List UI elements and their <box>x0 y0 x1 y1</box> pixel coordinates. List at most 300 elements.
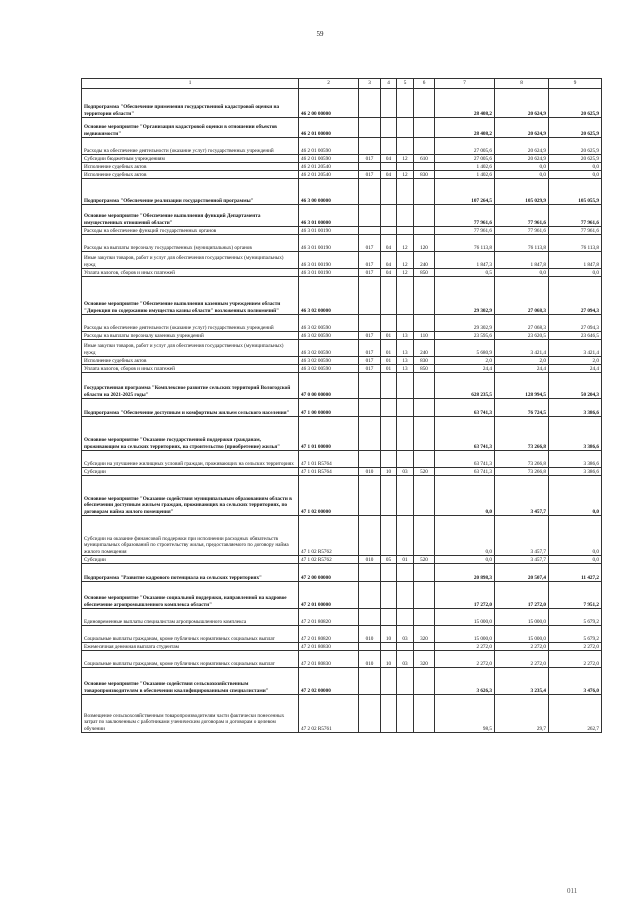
budget-code: 47 2 01 80820 <box>299 609 359 626</box>
amount-2023: 0,0 <box>435 556 495 564</box>
ministry-code: 010 <box>359 556 381 564</box>
ministry-code <box>359 476 381 516</box>
row-name: Исполнение судебных актов <box>82 163 299 171</box>
amount-2023: 76 113,8 <box>435 235 495 252</box>
amount-2023: 0,0 <box>435 516 495 556</box>
subsection-code <box>397 643 414 651</box>
amount-2024: 73 266,8 <box>495 451 549 468</box>
subsection-code: 01 <box>397 556 414 564</box>
expense-type-code <box>414 417 435 451</box>
subsection-code <box>397 476 414 516</box>
amount-2023: 29 302,9 <box>435 277 495 315</box>
subsection-code: 12 <box>397 235 414 252</box>
subsection-code <box>397 451 414 468</box>
section-code <box>381 205 397 227</box>
subsection-code <box>397 582 414 609</box>
amount-2023: 2,0 <box>435 357 495 365</box>
amount-2025: 1 847,8 <box>549 252 602 269</box>
section-code <box>381 695 397 733</box>
amount-2024: 15 000,0 <box>495 626 549 643</box>
table-row <box>82 417 602 451</box>
table-row <box>82 179 602 205</box>
amount-2023: 29 302,9 <box>435 315 495 332</box>
amount-2023: 63 741,3 <box>435 468 495 476</box>
expense-type-code: 240 <box>414 340 435 357</box>
ministry-code <box>359 643 381 651</box>
amount-2023: 2 272,0 <box>435 643 495 651</box>
amount-2025: 3 386,6 <box>549 451 602 468</box>
amount-2025: 7 951,2 <box>549 582 602 609</box>
table-row <box>82 340 602 357</box>
table-row <box>82 556 602 564</box>
header-row <box>82 79 602 89</box>
amount-2024: 73 266,8 <box>495 417 549 451</box>
amount-2024: 20 624,9 <box>495 155 549 163</box>
amount-2023: 63 741,3 <box>435 399 495 417</box>
subsection-code: 03 <box>397 626 414 643</box>
subsection-code <box>397 89 414 118</box>
table-row <box>82 155 602 163</box>
amount-2025: 0,0 <box>549 171 602 179</box>
header-cell: 9 <box>549 79 602 89</box>
subsection-code <box>397 118 414 138</box>
budget-code: 46 3 01 00190 <box>299 227 359 235</box>
subsection-code <box>397 277 414 315</box>
budget-code: 46 2 01 00590 <box>299 155 359 163</box>
row-name: Основное мероприятие "Обеспечение выполнения казенным учреждением области "Дирекция по содержанию имущества казны области" возложенных полномочий" <box>82 277 299 315</box>
amount-2023: 15 000,0 <box>435 626 495 643</box>
amount-2023: 63 741,3 <box>435 417 495 451</box>
section-code <box>381 399 397 417</box>
budget-code: 47 1 01 00000 <box>299 417 359 451</box>
ministry-code <box>359 417 381 451</box>
amount-2023: 1 847,3 <box>435 252 495 269</box>
expense-type-code: 110 <box>414 332 435 340</box>
row-name: Уплата налогов, сборов и иных платежей <box>82 269 299 277</box>
ministry-code: 017 <box>359 235 381 252</box>
expense-type-code <box>414 227 435 235</box>
amount-2024: 77 961,6 <box>495 227 549 235</box>
ministry-code: 017 <box>359 332 381 340</box>
ministry-code <box>359 315 381 332</box>
budget-code: 47 1 02 R5762 <box>299 556 359 564</box>
ministry-code <box>359 179 381 205</box>
table-row <box>82 564 602 582</box>
section-code <box>381 373 397 399</box>
budget-code: 46 3 02 00590 <box>299 365 359 373</box>
expense-type-code: 520 <box>414 556 435 564</box>
section-code <box>381 89 397 118</box>
expense-type-code <box>414 163 435 171</box>
amount-2023: 27 005,6 <box>435 155 495 163</box>
header-cell: 2 <box>299 79 359 89</box>
row-name: Основное мероприятие "Обеспечение выполнения функций Департамента имущественных отношений области" <box>82 205 299 227</box>
row-name: Подпрограмма "Обеспечение доступным и комфортным жильем сельского населения" <box>82 399 299 417</box>
section-code <box>381 582 397 609</box>
subsection-code <box>397 516 414 556</box>
corner-mark: 011 <box>567 887 578 895</box>
subsection-code: 03 <box>397 651 414 668</box>
amount-2023: 28 408,2 <box>435 89 495 118</box>
ministry-code: 010 <box>359 468 381 476</box>
table-row <box>82 269 602 277</box>
expense-type-code <box>414 451 435 468</box>
section-code <box>381 179 397 205</box>
expense-type-code <box>414 399 435 417</box>
row-name: Исполнение судебных актов <box>82 357 299 365</box>
expense-type-code: 830 <box>414 357 435 365</box>
table-row <box>82 516 602 556</box>
expense-type-code: 240 <box>414 252 435 269</box>
row-name: Расходы на выплаты персоналу государственных (муниципальных) органов <box>82 235 299 252</box>
row-name: Иные закупки товаров, работ и услуг для обеспечения государственных (муниципальных) нужд <box>82 252 299 269</box>
expense-type-code: 320 <box>414 651 435 668</box>
section-code <box>381 476 397 516</box>
amount-2024: 17 272,0 <box>495 582 549 609</box>
row-name: Основное мероприятие "Оказание содействия сельскохозяйственным товаропроизводителям в обеспечении квалифицированными специалистами" <box>82 668 299 695</box>
ministry-code <box>359 399 381 417</box>
budget-code: 47 1 02 R5762 <box>299 516 359 556</box>
subsection-code: 12 <box>397 155 414 163</box>
budget-code: 46 3 02 00590 <box>299 332 359 340</box>
budget-code: 46 3 01 00190 <box>299 252 359 269</box>
header-cell: 6 <box>414 79 435 89</box>
amount-2023: 3 626,3 <box>435 668 495 695</box>
budget-code: 46 3 02 00590 <box>299 315 359 332</box>
section-code: 01 <box>381 357 397 365</box>
amount-2025: 3 421,4 <box>549 340 602 357</box>
amount-2023: 5 680,9 <box>435 340 495 357</box>
amount-2023: 77 961,6 <box>435 227 495 235</box>
amount-2023: 17 272,0 <box>435 582 495 609</box>
amount-2024: 24,4 <box>495 365 549 373</box>
budget-code: 47 2 01 80820 <box>299 626 359 643</box>
budget-code: 47 2 01 00000 <box>299 582 359 609</box>
subsection-code <box>397 315 414 332</box>
row-name: Основное мероприятие "Организация кадастровой оценки в отношении объектов недвижимости" <box>82 118 299 138</box>
budget-code: 47 1 00 00000 <box>299 399 359 417</box>
header-cell: 4 <box>381 79 397 89</box>
budget-code: 46 2 01 20540 <box>299 171 359 179</box>
table-row <box>82 89 602 118</box>
budget-code: 46 3 00 00000 <box>299 179 359 205</box>
ministry-code <box>359 582 381 609</box>
section-code <box>381 668 397 695</box>
amount-2025: 3 386,6 <box>549 468 602 476</box>
table-row <box>82 609 602 626</box>
table-row <box>82 235 602 252</box>
amount-2023: 98,5 <box>435 695 495 733</box>
subsection-code: 12 <box>397 269 414 277</box>
table-row <box>82 476 602 516</box>
expense-type-code <box>414 277 435 315</box>
amount-2025: 11 427,2 <box>549 564 602 582</box>
amount-2023: 1 402,6 <box>435 171 495 179</box>
expense-type-code <box>414 516 435 556</box>
row-name: Субсидии <box>82 468 299 476</box>
amount-2024: 20 624,9 <box>495 89 549 118</box>
amount-2023: 28 408,2 <box>435 118 495 138</box>
row-name: Основное мероприятие "Оказание социальной поддержки, направленной на кадровое обеспечение агропромышленного комплекса области" <box>82 582 299 609</box>
table-row <box>82 399 602 417</box>
section-code <box>381 138 397 155</box>
row-name: Основное мероприятие "Оказание государственной поддержки гражданам, проживающим на сельских территориях, на строительство (приобретение) жилья" <box>82 417 299 451</box>
section-code <box>381 118 397 138</box>
amount-2024: 2,0 <box>495 357 549 365</box>
subsection-code <box>397 399 414 417</box>
section-code: 04 <box>381 252 397 269</box>
section-code: 01 <box>381 365 397 373</box>
section-code <box>381 417 397 451</box>
expense-type-code <box>414 138 435 155</box>
header-cell: 8 <box>495 79 549 89</box>
subsection-code <box>397 163 414 171</box>
section-code <box>381 609 397 626</box>
row-name: Ежемесячная денежная выплата студентам <box>82 643 299 651</box>
budget-code: 46 3 02 00590 <box>299 357 359 365</box>
section-code <box>381 277 397 315</box>
budget-code: 47 1 01 R5764 <box>299 451 359 468</box>
amount-2025: 3 386,6 <box>549 399 602 417</box>
amount-2025: 5 679,2 <box>549 609 602 626</box>
table-row <box>82 373 602 399</box>
amount-2024: 76 113,8 <box>495 235 549 252</box>
expense-type-code <box>414 315 435 332</box>
expense-type-code <box>414 564 435 582</box>
table-row <box>82 277 602 315</box>
amount-2025: 20 625,9 <box>549 118 602 138</box>
amount-2024: 73 266,8 <box>495 468 549 476</box>
ministry-code <box>359 118 381 138</box>
amount-2025: 0,0 <box>549 163 602 171</box>
ministry-code <box>359 163 381 171</box>
table-row <box>82 315 602 332</box>
amount-2025: 0,0 <box>549 269 602 277</box>
header-cell: 7 <box>435 79 495 89</box>
ministry-code: 017 <box>359 269 381 277</box>
expense-type-code <box>414 373 435 399</box>
amount-2025: 0,0 <box>549 516 602 556</box>
header-cell: 1 <box>82 79 299 89</box>
ministry-code <box>359 227 381 235</box>
section-code <box>381 227 397 235</box>
amount-2025: 20 625,9 <box>549 138 602 155</box>
amount-2024: 20 624,9 <box>495 118 549 138</box>
amount-2025: 76 113,8 <box>549 235 602 252</box>
ministry-code: 017 <box>359 365 381 373</box>
amount-2023: 0,0 <box>435 476 495 516</box>
amount-2025: 3 386,6 <box>549 417 602 451</box>
amount-2023: 1 402,6 <box>435 163 495 171</box>
header-cell: 3 <box>359 79 381 89</box>
table-row <box>82 227 602 235</box>
subsection-code: 12 <box>397 252 414 269</box>
table-row <box>82 668 602 695</box>
row-name: Социальные выплаты гражданам, кроме публичных нормативных социальных выплат <box>82 626 299 643</box>
amount-2024: 0,0 <box>495 163 549 171</box>
amount-2024: 27 068,3 <box>495 277 549 315</box>
amount-2024: 0,0 <box>495 269 549 277</box>
budget-code: 46 2 01 00000 <box>299 118 359 138</box>
subsection-code <box>397 417 414 451</box>
table-row <box>82 643 602 651</box>
section-code: 01 <box>381 340 397 357</box>
amount-2024: 3 457,7 <box>495 476 549 516</box>
amount-2025: 77 961,6 <box>549 227 602 235</box>
ministry-code <box>359 564 381 582</box>
amount-2024: 2 272,0 <box>495 643 549 651</box>
ministry-code: 010 <box>359 651 381 668</box>
row-name: Расходы на обеспечение деятельности (оказание услуг) государственных учреждений <box>82 315 299 332</box>
ministry-code: 017 <box>359 340 381 357</box>
amount-2025: 24,4 <box>549 365 602 373</box>
section-code: 10 <box>381 651 397 668</box>
subsection-code: 13 <box>397 357 414 365</box>
amount-2025: 2 272,0 <box>549 643 602 651</box>
row-name: Расходы на обеспечение функций государственных органов <box>82 227 299 235</box>
budget-code: 46 3 01 00000 <box>299 205 359 227</box>
subsection-code: 12 <box>397 171 414 179</box>
expense-type-code <box>414 668 435 695</box>
table-row <box>82 626 602 643</box>
amount-2023: 2 272,0 <box>435 651 495 668</box>
budget-code: 46 3 01 00190 <box>299 269 359 277</box>
amount-2025: 0,0 <box>549 476 602 516</box>
ministry-code <box>359 516 381 556</box>
amount-2024: 27 068,3 <box>495 315 549 332</box>
expense-type-code <box>414 609 435 626</box>
amount-2025: 20 625,9 <box>549 155 602 163</box>
section-code: 05 <box>381 556 397 564</box>
budget-code: 47 2 00 00000 <box>299 564 359 582</box>
expense-type-code: 320 <box>414 626 435 643</box>
budget-code: 47 1 01 R5764 <box>299 468 359 476</box>
subsection-code <box>397 695 414 733</box>
table-row <box>82 357 602 365</box>
ministry-code <box>359 609 381 626</box>
amount-2025: 105 055,9 <box>549 179 602 205</box>
row-name: Расходы на выплаты персоналу казенных учреждений <box>82 332 299 340</box>
amount-2023: 27 005,6 <box>435 138 495 155</box>
amount-2024: 0,0 <box>495 171 549 179</box>
row-name: Субсидии <box>82 556 299 564</box>
amount-2023: 107 264,5 <box>435 179 495 205</box>
amount-2024: 23 620,5 <box>495 332 549 340</box>
header-cell: 5 <box>397 79 414 89</box>
expense-type-code <box>414 582 435 609</box>
budget-code: 47 2 01 80830 <box>299 651 359 668</box>
table-row <box>82 163 602 171</box>
budget-code: 47 1 02 00000 <box>299 476 359 516</box>
amount-2025: 23 646,5 <box>549 332 602 340</box>
subsection-code <box>397 138 414 155</box>
amount-2025: 0,0 <box>549 556 602 564</box>
section-code <box>381 451 397 468</box>
row-name: Социальные выплаты гражданам, кроме публичных нормативных социальных выплат <box>82 651 299 668</box>
amount-2024: 20 507,4 <box>495 564 549 582</box>
row-name: Иные закупки товаров, работ и услуг для обеспечения государственных (муниципальных) нужд <box>82 340 299 357</box>
section-code <box>381 315 397 332</box>
amount-2024: 128 994,5 <box>495 373 549 399</box>
ministry-code: 017 <box>359 155 381 163</box>
subsection-code <box>397 205 414 227</box>
row-name: Основное мероприятие "Оказание содействия муниципальным образованиям области в обеспечении доступным жильем граждан, проживающих на сельских территориях, по договорам найма жилого помещения" <box>82 476 299 516</box>
amount-2025: 27 094,3 <box>549 315 602 332</box>
amount-2024: 20 624,9 <box>495 138 549 155</box>
expense-type-code: 830 <box>414 171 435 179</box>
table-row <box>82 171 602 179</box>
subsection-code <box>397 373 414 399</box>
ministry-code <box>359 451 381 468</box>
section-code: 10 <box>381 468 397 476</box>
ministry-code <box>359 373 381 399</box>
amount-2024: 3 421,4 <box>495 340 549 357</box>
row-name: Уплата налогов, сборов и иных платежей <box>82 365 299 373</box>
ministry-code <box>359 668 381 695</box>
amount-2025: 5 679,2 <box>549 626 602 643</box>
row-name: Субсидии на улучшение жилищных условий граждан, проживающих на сельских территориях <box>82 451 299 468</box>
expense-type-code <box>414 118 435 138</box>
subsection-code <box>397 564 414 582</box>
ministry-code: 010 <box>359 626 381 643</box>
row-name: Возмещение сельскохозяйственным товаропроизводителям части фактически понесенных затрат по заключенным с работниками ученическим договорам и договорам о целевом обучении <box>82 695 299 733</box>
budget-code: 47 2 02 R5761 <box>299 695 359 733</box>
amount-2025: 3 476,0 <box>549 668 602 695</box>
amount-2023: 0,5 <box>435 269 495 277</box>
row-name: Субсидии бюджетным учреждениям <box>82 155 299 163</box>
row-name: Подпрограмма "Развитие кадрового потенциала на сельских территориях" <box>82 564 299 582</box>
amount-2023: 20 898,3 <box>435 564 495 582</box>
amount-2024: 76 724,5 <box>495 399 549 417</box>
budget-code: 46 2 01 00590 <box>299 138 359 155</box>
table-row <box>82 695 602 733</box>
table-row <box>82 451 602 468</box>
expense-type-code <box>414 179 435 205</box>
expense-type-code <box>414 476 435 516</box>
amount-2024: 105 029,9 <box>495 179 549 205</box>
row-name: Субсидии на оказание финансовой поддержки при исполнении расходных обязательств муниципальных образований по строительству жилья, предоставляемого по договору найма жилого помещения <box>82 516 299 556</box>
budget-code: 46 2 00 00000 <box>299 89 359 118</box>
section-code <box>381 564 397 582</box>
section-code: 04 <box>381 269 397 277</box>
expense-type-code <box>414 643 435 651</box>
expense-type-code <box>414 89 435 118</box>
amount-2023: 23 595,6 <box>435 332 495 340</box>
expense-type-code <box>414 205 435 227</box>
subsection-code: 13 <box>397 332 414 340</box>
row-name: Единовременные выплаты специалистам агропромышленного комплекса <box>82 609 299 626</box>
ministry-code: 017 <box>359 357 381 365</box>
expense-type-code: 850 <box>414 365 435 373</box>
amount-2025: 27 094,3 <box>549 277 602 315</box>
amount-2023: 24,4 <box>435 365 495 373</box>
ministry-code: 017 <box>359 171 381 179</box>
subsection-code <box>397 668 414 695</box>
expense-type-code <box>414 695 435 733</box>
amount-2024: 3 457,7 <box>495 556 549 564</box>
amount-2024: 3 235,4 <box>495 668 549 695</box>
table-row <box>82 252 602 269</box>
subsection-code <box>397 227 414 235</box>
expense-type-code: 120 <box>414 235 435 252</box>
section-code <box>381 163 397 171</box>
amount-2024: 77 961,6 <box>495 205 549 227</box>
ministry-code <box>359 695 381 733</box>
amount-2025: 20 625,9 <box>549 89 602 118</box>
table-row <box>82 365 602 373</box>
amount-2024: 15 000,0 <box>495 609 549 626</box>
amount-2024: 2 272,0 <box>495 651 549 668</box>
